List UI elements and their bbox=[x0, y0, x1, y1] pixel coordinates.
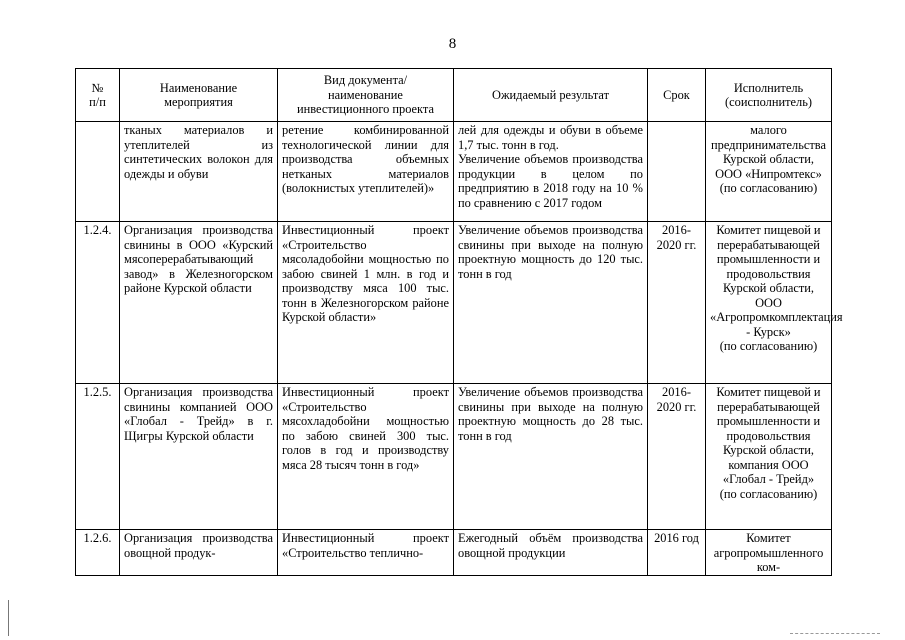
row-term bbox=[648, 122, 706, 222]
row-executor: Комитет агропромышленного ком- bbox=[706, 530, 832, 576]
row-result: Увеличение объемов производства свинины при выходе на полную проектную мощность до 120 тыс. тонн в год bbox=[454, 222, 648, 384]
header-result: Ожидаемый результат bbox=[454, 69, 648, 122]
table-row bbox=[76, 384, 832, 530]
row-result: Увеличение объемов производства свинины при выходе на полную проектную мощность до 28 тыс. тонн в год bbox=[454, 384, 648, 530]
row-term: 2016 год bbox=[648, 530, 706, 576]
header-executor: Исполнитель (соисполнитель) bbox=[706, 69, 832, 122]
row-num: 1.2.5. bbox=[76, 384, 120, 530]
row-doc: Инвестиционный проект «Строительство теплично- bbox=[278, 530, 454, 576]
row-executor: Комитет пищевой и перерабатывающей промышленности и продовольствия Курской области, ООО «Агропромкомплектация - Курск» (по согласованию) bbox=[706, 222, 832, 384]
row-executor: малого предпринимательства Курской области, ООО «Нипромтекс» (по согласованию) bbox=[706, 122, 832, 222]
row-num: 1.2.4. bbox=[76, 222, 120, 384]
row-num: 1.2.6. bbox=[76, 530, 120, 576]
row-doc: Инвестиционный проект «Строительство мясохладобойни мощностью по забою свиней 300 тыс. голов в год и производству мяса 28 тысяч тонн в год» bbox=[278, 384, 454, 530]
header-event: Наименование мероприятия bbox=[120, 69, 278, 122]
header-doc-type: Вид документа/ наименование инвестиционного проекта bbox=[278, 69, 454, 122]
table-header-row bbox=[76, 69, 832, 122]
row-event: Организация производства овощной продук- bbox=[120, 530, 278, 576]
row-doc: ретение комбинированной технологической линии для производства объемных нетканых материалов (волокнистых утеплителей)» bbox=[278, 122, 454, 222]
table-row bbox=[76, 222, 832, 384]
header-num: № п/п bbox=[76, 69, 120, 122]
row-result: Ежегодный объём производства овощной продукции bbox=[454, 530, 648, 576]
row-executor: Комитет пищевой и перерабатывающей промышленности и продовольствия Курской области, компания ООО «Глобал - Трейд» (по согласованию) bbox=[706, 384, 832, 530]
row-event: Организация производства свинины в ООО «Курский мясоперерабатывающий завод» в Железногорском районе Курской области bbox=[120, 222, 278, 384]
events-table bbox=[75, 68, 843, 576]
page-number: 8 bbox=[448, 36, 457, 52]
scan-artifact-line bbox=[790, 633, 880, 635]
row-term: 2016- 2020 гг. bbox=[648, 222, 706, 384]
table-row bbox=[76, 530, 832, 576]
row-doc: Инвестиционный проект «Строительство мясоладобойни мощностью по забою свиней 1 млн. в год и производству мяса 100 тыс. тонн в Железногорском районе Курской области» bbox=[278, 222, 454, 384]
row-event: Организация производства свинины компанией ООО «Глобал - Трейд» в г. Щигры Курской области bbox=[120, 384, 278, 530]
row-event: тканых материалов и утеплителей из синтетических волокон для одежды и обуви bbox=[120, 122, 278, 222]
row-num bbox=[76, 122, 120, 222]
header-term: Срок bbox=[648, 69, 706, 122]
row-result: лей для одежды и обуви в объеме 1,7 тыс. тонн в год. Увеличение объемов производства продукции в целом по предприятию в 2018 году на 10 % по сравнению с 2017 годом bbox=[454, 122, 648, 222]
row-term: 2016- 2020 гг. bbox=[648, 384, 706, 530]
table-row bbox=[76, 122, 832, 222]
scan-margin-mark bbox=[8, 600, 9, 636]
